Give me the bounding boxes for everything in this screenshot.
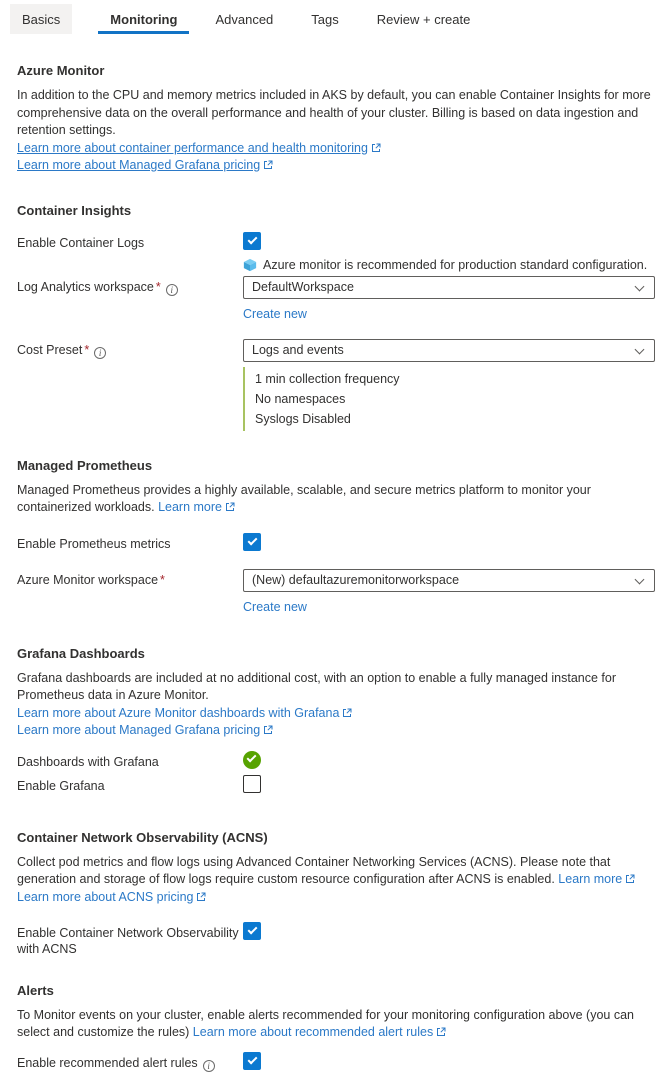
section-alerts: [17, 983, 653, 1072]
cost-preset-details: [243, 367, 655, 431]
external-link-icon: [371, 143, 381, 153]
azure-monitor-workspace-value: (New) defaultazuremonitorworkspace: [252, 573, 460, 587]
section-grafana-dashboards: [17, 646, 653, 794]
azure-monitor-workspace-dropdown[interactable]: [243, 569, 655, 592]
tab-monitoring[interactable]: Monitoring: [98, 4, 189, 34]
link-container-monitoring[interactable]: Learn more about container performance and health monitoring: [17, 141, 381, 155]
enable-prometheus-metrics-checkbox[interactable]: [243, 533, 261, 551]
info-icon[interactable]: i: [203, 1060, 215, 1072]
link-grafana-dashboards[interactable]: Learn more about Azure Monitor dashboards with Grafana: [17, 706, 352, 720]
log-analytics-workspace-value: DefaultWorkspace: [252, 280, 354, 294]
enable-grafana-checkbox[interactable]: [243, 775, 261, 793]
info-icon[interactable]: i: [166, 284, 178, 296]
enable-acns-row: [17, 922, 653, 957]
azure-monitor-workspace-label: Azure Monitor workspace *: [17, 572, 165, 587]
external-link-icon: [263, 725, 273, 735]
tab-basics[interactable]: Basics: [10, 4, 72, 34]
external-link-icon: [225, 502, 235, 512]
chevron-down-icon: [635, 574, 645, 584]
managed-prometheus-description: Managed Prometheus provides a highly available, scalable, and secure metrics platform to monitor your containerized workloads. Learn more: [17, 482, 591, 514]
section-managed-prometheus: [17, 458, 653, 615]
acns-learn-more-link[interactable]: Learn more: [558, 872, 635, 886]
enable-alert-rules-row: [17, 1052, 653, 1072]
acns-title: Container Network Observability (ACNS): [17, 829, 268, 845]
checkmark-icon: [247, 752, 257, 762]
enable-acns-checkbox[interactable]: [243, 922, 261, 940]
external-link-icon: [625, 874, 635, 884]
azure-monitor-workspace-row: [17, 569, 653, 615]
cost-preset-dropdown[interactable]: [243, 339, 655, 362]
cost-preset-label: Cost Preset * i: [17, 339, 243, 359]
recommendation-text: Azure monitor is recommended for production standard configuration.: [263, 257, 648, 272]
checkmark-icon: [248, 234, 258, 244]
grafana-description: Grafana dashboards are included at no additional cost, with an option to enable a fully managed instance for Prometheus data in Azure Monitor.: [17, 670, 617, 702]
azure-monitor-title: Azure Monitor: [17, 63, 105, 78]
azure-monitor-recommendation-note: [243, 257, 653, 274]
aks-cube-icon: [243, 258, 257, 272]
section-azure-monitor: [17, 63, 653, 174]
container-insights-title: Container Insights: [17, 202, 132, 218]
external-link-icon: [196, 892, 206, 902]
chevron-down-icon: [635, 281, 645, 291]
required-marker: *: [84, 342, 90, 357]
enable-alert-rules-label: Enable recommended alert rules i: [17, 1052, 243, 1072]
wizard-tab-bar: [0, 0, 663, 42]
required-marker: *: [155, 279, 161, 294]
enable-container-logs-label: Enable Container Logs: [17, 235, 145, 250]
preset-detail-namespaces: No namespaces: [255, 391, 346, 406]
enable-prometheus-metrics-label: Enable Prometheus metrics: [17, 536, 171, 551]
preset-detail-frequency: 1 min collection frequency: [255, 371, 400, 386]
log-analytics-workspace-label: Log Analytics workspace * i: [17, 276, 243, 296]
azure-monitor-description: In addition to the CPU and memory metrics included in AKS by default, you can enable Container Insights for more comprehensive data on the overall performance and health of your cluster. Billing is based on data ingestion and retention settings.: [17, 88, 651, 137]
enable-container-logs-checkbox[interactable]: [243, 232, 261, 250]
dashboards-with-grafana-label: Dashboards with Grafana: [17, 754, 159, 769]
external-link-icon: [263, 160, 273, 170]
managed-prometheus-title: Managed Prometheus: [17, 457, 153, 473]
cost-preset-value: Logs and events: [252, 343, 344, 357]
section-acns: [17, 830, 653, 957]
link-managed-grafana-pricing[interactable]: Learn more about Managed Grafana pricing: [17, 158, 273, 172]
preset-detail-syslogs: Syslogs Disabled: [255, 411, 351, 426]
tab-review-create[interactable]: Review + create: [376, 12, 471, 27]
alerts-description: To Monitor events on your cluster, enable alerts recommended for your monitoring configuration above (you can select and customize the rules) Learn more about recommended alert rules: [17, 1007, 634, 1039]
link-grafana-pricing[interactable]: Learn more about Managed Grafana pricing: [17, 723, 273, 737]
enable-alert-rules-checkbox[interactable]: [243, 1052, 261, 1070]
workspace-create-new-link[interactable]: Create new: [243, 599, 307, 614]
info-icon[interactable]: i: [94, 347, 106, 359]
checkmark-icon: [248, 924, 258, 934]
enable-container-logs-row: [17, 232, 653, 274]
checkmark-icon: [248, 1054, 258, 1064]
cost-preset-row: [17, 339, 653, 431]
external-link-icon: [342, 708, 352, 718]
link-acns-pricing[interactable]: Learn more about ACNS pricing: [17, 890, 206, 904]
dashboards-with-grafana-row: [17, 751, 653, 770]
grafana-dashboards-title: Grafana Dashboards: [17, 645, 145, 661]
enable-grafana-label: Enable Grafana: [17, 778, 105, 793]
acns-description: Collect pod metrics and flow logs using Advanced Container Networking Services (ACNS). Please note that generation and storage of flow logs require custom resource configuration after ACNS is enabled. Learn more: [17, 854, 651, 889]
enable-grafana-row: [17, 775, 653, 794]
alerts-title: Alerts: [17, 982, 54, 998]
enable-prometheus-metrics-row: [17, 533, 653, 552]
grafana-enabled-check-icon: [243, 751, 261, 769]
section-container-insights: [17, 203, 653, 431]
external-link-icon: [436, 1027, 446, 1037]
chevron-down-icon: [635, 344, 645, 354]
tab-advanced[interactable]: Advanced: [215, 12, 274, 27]
log-analytics-create-new-link[interactable]: Create new: [243, 306, 307, 321]
checkmark-icon: [248, 535, 258, 545]
tab-tags[interactable]: Tags: [311, 12, 339, 27]
alerts-rules-link[interactable]: Learn more about recommended alert rules: [193, 1025, 446, 1039]
prometheus-learn-more-link[interactable]: Learn more: [158, 500, 235, 514]
enable-acns-label: Enable Container Network Observability with ACNS: [17, 925, 239, 956]
log-analytics-workspace-row: [17, 276, 653, 322]
required-marker: *: [160, 572, 165, 587]
log-analytics-workspace-dropdown[interactable]: [243, 276, 655, 299]
